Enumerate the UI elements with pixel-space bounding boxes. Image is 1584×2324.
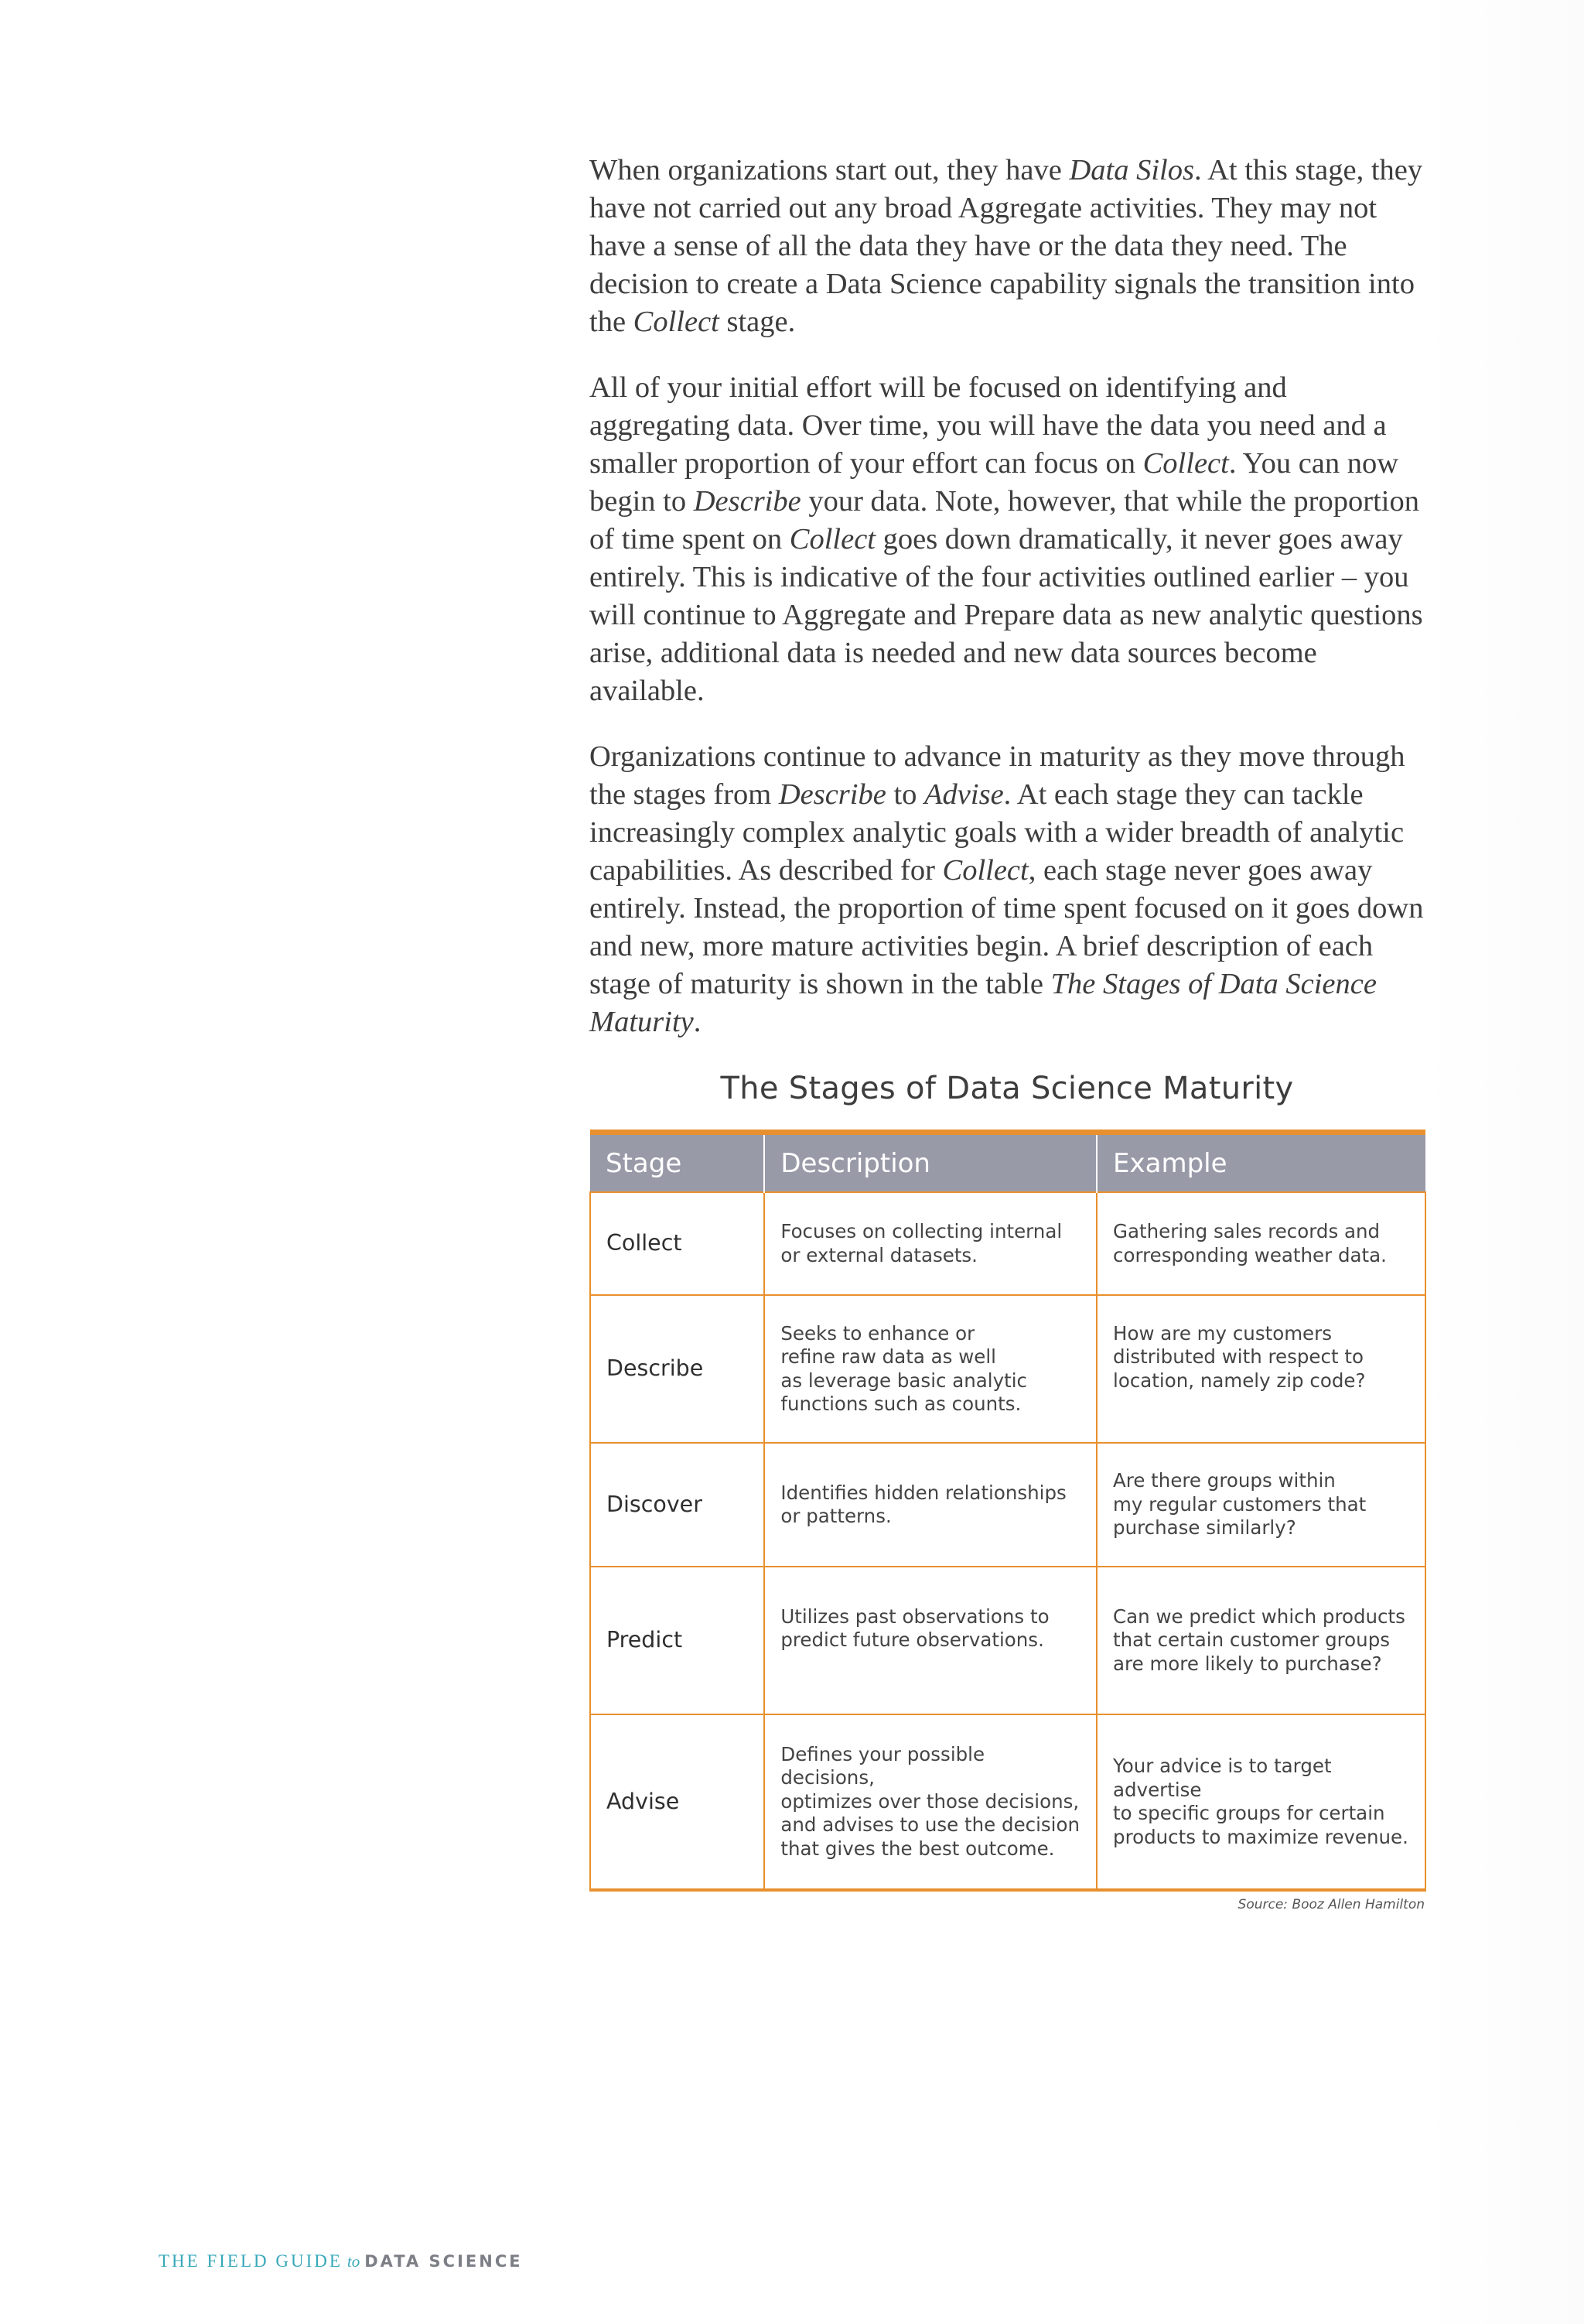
example-cell <box>1097 1443 1425 1567</box>
maturity-table <box>589 1130 1426 1892</box>
text-run: All of your initial effort will be focused on identifying and aggregating data. Over time, you will have the data you need and a smaller proportion of your effort can focus on <box>589 371 1387 480</box>
example-line: products to maximize revenue. <box>1113 1825 1408 1848</box>
example-cell <box>1097 1295 1425 1443</box>
description-cell <box>764 1567 1097 1714</box>
description-line: predict future observations. <box>780 1629 1044 1652</box>
table-header-row <box>590 1133 1425 1193</box>
example-line: corresponding weather data. <box>1113 1243 1387 1266</box>
description-line: Focuses on collecting internal <box>780 1220 1063 1242</box>
paragraph-3 <box>589 738 1432 1041</box>
example-line: How are my customers <box>1113 1321 1332 1345</box>
example-line: Your advice is to target advertise <box>1113 1755 1332 1801</box>
header-stage: Stage <box>590 1133 764 1193</box>
stage-cell: Collect <box>590 1192 764 1295</box>
example-line: Are there groups within <box>1113 1469 1336 1492</box>
italic-term: Advise <box>924 778 1004 811</box>
description-line: functions such as counts. <box>780 1393 1022 1415</box>
table-row <box>590 1443 1425 1567</box>
example-line: Gathering sales records and <box>1113 1220 1381 1242</box>
stage-cell: Describe <box>590 1295 764 1443</box>
description-cell <box>764 1443 1097 1567</box>
text-run: to <box>886 778 925 811</box>
stage-cell: Advise <box>590 1714 764 1890</box>
page-edge-shade <box>1423 0 1584 2324</box>
table-row <box>590 1192 1425 1295</box>
header-example: Example <box>1097 1133 1425 1193</box>
text-run: Organizations continue to advance in maturity as they move through the stages from <box>589 740 1405 811</box>
description-line: Identifies hidden relationships <box>780 1481 1067 1504</box>
description-cell <box>764 1295 1097 1443</box>
italic-term: Collect <box>1142 447 1229 480</box>
text-run: goes down dramatically, it never goes away entirely. This is indicative of the four activities outlined earlier – you will continue to Aggregate and Prepare data as new analytic questions arise, additional data is needed and new data sources become available. <box>589 523 1423 707</box>
description-line: Seeks to enhance or <box>780 1321 975 1345</box>
example-line: my regular customers that <box>1113 1492 1367 1516</box>
italic-term: Collect <box>633 306 719 338</box>
running-footer <box>159 2251 523 2271</box>
text-run: . At each stage they can tackle increasingly complex analytic goals with a wider breadth of analytic capabilities. As described for <box>589 778 1405 887</box>
text-run: your data. Note, however, that while the proportion of time spent on <box>589 485 1419 555</box>
stage-cell: Discover <box>590 1443 764 1567</box>
description-line: Utilizes past observations to <box>780 1605 1050 1628</box>
description-cell <box>764 1714 1097 1890</box>
example-line: location, namely zip code? <box>1113 1369 1366 1392</box>
example-line: purchase similarly? <box>1113 1516 1296 1540</box>
footer-title-part1: THE FIELD GUIDE <box>159 2251 343 2271</box>
italic-term: Describe <box>693 485 801 518</box>
text-run: When organizations start out, they have <box>589 154 1070 186</box>
description-line: optimizes over those decisions, <box>780 1789 1080 1813</box>
example-line: to specific groups for certain <box>1113 1802 1385 1824</box>
example-line: distributed with respect to <box>1113 1345 1364 1368</box>
italic-term: Collect <box>942 854 1029 887</box>
example-line: Can we predict which products <box>1113 1605 1405 1628</box>
header-description: Description <box>764 1133 1097 1193</box>
example-cell <box>1097 1567 1425 1714</box>
table-row <box>590 1714 1425 1890</box>
description-line: refine raw data as well <box>780 1345 996 1368</box>
description-line: that gives the best outcome. <box>780 1837 1055 1860</box>
text-run: . <box>693 1006 702 1038</box>
italic-term: Collect <box>789 523 876 555</box>
example-line: are more likely to purchase? <box>1113 1652 1382 1675</box>
body-text <box>589 152 1432 1069</box>
table-row <box>590 1295 1425 1443</box>
description-line: as leverage basic analytic <box>780 1369 1027 1392</box>
table-row <box>590 1567 1425 1714</box>
description-line: Defines your possible decisions, <box>780 1742 985 1789</box>
description-line: or external datasets. <box>780 1243 978 1266</box>
text-run: . You can now begin to <box>589 447 1399 518</box>
stage-cell: Predict <box>590 1567 764 1714</box>
example-line: that certain customer groups <box>1113 1629 1391 1652</box>
italic-term: Describe <box>778 778 886 811</box>
italic-term: Data Silos <box>1069 154 1194 186</box>
source-caption: Source: Booz Allen Hamilton <box>1238 1897 1425 1912</box>
paragraph-2 <box>589 369 1432 710</box>
example-cell <box>1097 1192 1425 1295</box>
text-run: , each stage never goes away entirely. Instead, the proportion of time spent focused on it goes down and new, more mature activities begin. A brief description of each stage of maturity is shown in the table <box>589 854 1424 1000</box>
footer-title-part3: DATA SCIENCE <box>364 2252 523 2271</box>
italic-term: The Stages of Data Science Maturity <box>589 968 1377 1038</box>
description-line: and advises to use the decision <box>780 1813 1080 1837</box>
description-line: or patterns. <box>780 1505 892 1527</box>
footer-title-part2: to <box>346 2252 360 2271</box>
paragraph-1 <box>589 152 1432 341</box>
text-run: . At this stage, they have not carried out any broad Aggregate activities. They may not have a sense of all the data they have or the data they need. The decision to create a Data Science capability signals the transition into the <box>589 154 1423 338</box>
table-title: The Stages of Data Science Maturity <box>720 1071 1294 1106</box>
text-run: stage. <box>719 306 796 338</box>
description-cell <box>764 1192 1097 1295</box>
example-cell <box>1097 1714 1425 1890</box>
